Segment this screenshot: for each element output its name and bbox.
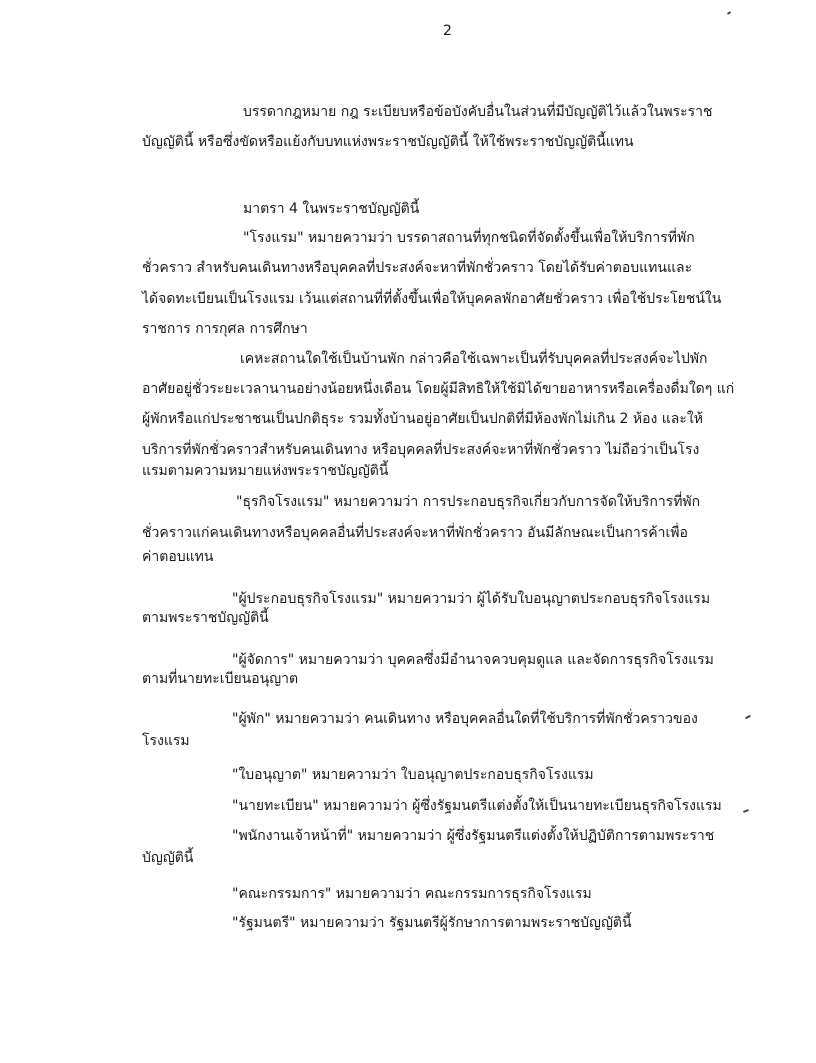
definition-line: ราชการ การกุศล การศึกษา xyxy=(142,321,308,337)
definition-line: บริการที่พักชั่วคราวสำหรับคนเดินทาง หรือบุคคลที่ประสงค์จะหาที่พักชั่วคราว ไม่ถือว่าเป็นโรง xyxy=(142,442,700,458)
section-heading: มาตรา 4 ในพระราชบัญญัตินี้ xyxy=(243,201,420,217)
definition-line: ได้จดทะเบียนเป็นโรงแรม เว้นแต่สถานที่ที่ตั้งขึ้นเพื่อให้บุคคลพักอาศัยชั่วคราว เพื่อใช้ประโยชน์ใน xyxy=(142,291,722,307)
definition-line: "พนักงานเจ้าหน้าที่" หมายความว่า ผู้ซึ่งรัฐมนตรีแต่งตั้งให้ปฏิบัติการตามพระราช xyxy=(232,828,715,844)
paragraph-line: บัญญัตินี้ หรือซึ่งขัดหรือแย้งกับบทแห่งพระราชบัญญัตินี้ ให้ใช้พระราชบัญญัตินี้แทน xyxy=(142,134,634,150)
definition-line: โรงแรม xyxy=(142,733,190,749)
definition-line: บัญญัตินี้ xyxy=(142,850,194,866)
page-number: 2 xyxy=(443,23,452,39)
definition-line: ผู้พักหรือแก่ประชาชนเป็นปกติธุระ รวมทั้งบ้านอยู่อาศัยเป็นปกติที่มีห้องพักไม่เกิน 2 ห้อง และให้ xyxy=(142,411,703,427)
definition-line: เคหะสถานใดใช้เป็นบ้านพัก กล่าวคือใช้เฉพาะเป็นที่รับบุคคลที่ประสงค์จะไปพัก xyxy=(240,351,708,367)
definition-line: "นายทะเบียน" หมายความว่า ผู้ซึ่งรัฐมนตรีแต่งตั้งให้เป็นนายทะเบียนธุรกิจโรงแรม xyxy=(232,798,722,814)
scan-mark xyxy=(727,11,731,15)
scan-mark xyxy=(745,715,751,720)
definition-line: แรมตามความหมายแห่งพระราชบัญญัตินี้ xyxy=(142,463,389,479)
definition-line: ชั่วคราว สำหรับคนเดินทางหรือบุคคลที่ประสงค์จะหาที่พักชั่วคราว โดยได้รับค่าตอบแทนและ xyxy=(142,260,693,276)
definition-line: ชั่วคราวแก่คนเดินทางหรือบุคคลอื่นที่ประสงค์จะหาที่พักชั่วคราว อันมีลักษณะเป็นการค้าเพื่อ xyxy=(142,525,688,541)
scan-mark xyxy=(743,809,749,813)
definition-line: อาศัยอยู่ชั่วระยะเวลานานอย่างน้อยหนึ่งเดือน โดยผู้มีสิทธิให้ใช้มิได้ขายอาหารหรือเครื่องดื่มใดๆ แก่ xyxy=(142,381,735,397)
definition-line: "ผู้ประกอบธุรกิจโรงแรม" หมายความว่า ผู้ได้รับใบอนุญาตประกอบธุรกิจโรงแรม xyxy=(232,591,711,607)
definition-line: "คณะกรรมการ" หมายความว่า คณะกรรมการธุรกิจโรงแรม xyxy=(232,886,592,902)
definition-line: "โรงแรม" หมายความว่า บรรดาสถานที่ทุกชนิดที่จัดตั้งขึ้นเพื่อให้บริการที่พัก xyxy=(243,230,695,246)
definition-line: ค่าตอบแทน xyxy=(142,549,214,565)
definition-line: "ผู้พัก" หมายความว่า คนเดินทาง หรือบุคคลอื่นใดที่ใช้บริการที่พักชั่วคราวของ xyxy=(232,711,698,727)
definition-line: ตามที่นายทะเบียนอนุญาต xyxy=(142,671,299,687)
definition-line: "รัฐมนตรี" หมายความว่า รัฐมนตรีผู้รักษาการตามพระราชบัญญัตินี้ xyxy=(232,915,632,931)
definition-line: ตามพระราชบัญญัตินี้ xyxy=(142,610,269,626)
definition-line: "ธุรกิจโรงแรม" หมายความว่า การประกอบธุรกิจเกี่ยวกับการจัดให้บริการที่พัก xyxy=(236,494,701,510)
definition-line: "ผู้จัดการ" หมายความว่า บุคคลซึ่งมีอำนาจควบคุมดูแล และจัดการธุรกิจโรงแรม xyxy=(232,652,714,668)
definition-line: "ใบอนุญาต" หมายความว่า ใบอนุญาตประกอบธุรกิจโรงแรม xyxy=(232,767,594,783)
paragraph-line: บรรดากฎหมาย กฎ ระเบียบหรือข้อบังคับอื่นในส่วนที่มีบัญญัติไว้แล้วในพระราช xyxy=(243,104,713,120)
